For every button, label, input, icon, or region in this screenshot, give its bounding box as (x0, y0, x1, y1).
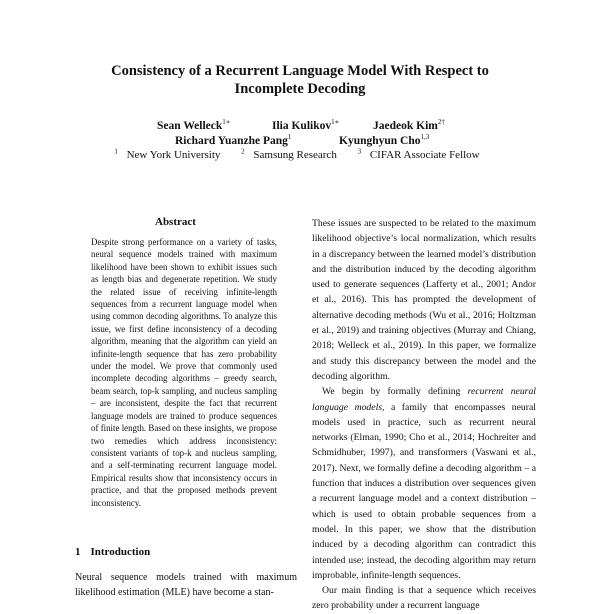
abstract-text: Despite strong performance on a variety of tasks, neural sequence models trained with maximum likelihood have been shown to exhibit issues such as length bias and degenerate repetition. We study the related issue of receiving infinite-length sequences from a recurrent language model when using common decoding algorithms. To analyze this issue, we first define inconsistency of a decoding algorithm, meaning that the algorithm can yield an infinite-length sequence that has zero probability under the model. We prove that commonly used incomplete decoding algorithms – greedy search, beam search, top-k sampling, and nucleus sampling – are inconsistent, despite the fact that recurrent language models are trained to produce sequences of finite length. Based on these insights, we propose two remedies which address inconsistency: consistent variants of top-k and nucleus sampling, and a self-terminating recurrent language model. Empirical results show that inconsistency occurs in practice, and that the proposed methods prevent inconsistency. (91, 237, 277, 508)
right-column (312, 216, 536, 614)
affiliation: $^3$ CIFAR Associate Fellow (357, 147, 480, 161)
affiliations (0, 149, 600, 161)
section-number: 1 (75, 546, 81, 558)
author: Jaedeok Kim$^{2\dagger}$ (373, 118, 445, 132)
author: Kyunghyun Cho$^{1,3}$ (339, 133, 430, 147)
paragraph: Our main finding is that a sequence which receives zero probability under a recurrent language (312, 585, 536, 612)
section-heading (75, 546, 150, 558)
author: Sean Welleck$^{1∗}$ (157, 118, 231, 132)
emphasis: recurrent neural language models (312, 386, 536, 413)
intro-text: Neural sequence models trained with maximum likelihood estimation (MLE) have become a stan- (75, 572, 297, 598)
author: Richard Yuanzhe Pang$^1$ (175, 133, 292, 147)
paper-title (60, 62, 540, 98)
abstract-heading: Abstract (155, 216, 196, 228)
affiliation: $^2$ Samsung Research (241, 147, 337, 161)
affiliation: $^1$ New York University (114, 147, 221, 161)
section-title: Introduction (90, 546, 151, 558)
paragraph: These issues are suspected to be related to the maximum likelihood objective’s local normalization, which results in a discrepancy between the learned model’s distribution and the distribution induced by the decoding algorithm used to generate sequences (Lafferty et al., 2001; Andor et al., 2016). This has prompted the development of alternative decoding methods (Wu et al., 2016; Holtzman et al., 2019) and training objectives (Murray and Chiang, 2018; Welleck et al., 2019). In this paper, we formalize and study this discrepancy between the model and the decoding algorithm. (312, 218, 536, 382)
author: Ilia Kulikov$^{1∗}$ (272, 118, 340, 132)
paper-title-line-2: Incomplete Decoding (234, 81, 366, 97)
paragraph: We begin by formally defining recurrent neural language models, a family that encompasses neural models used in practice, such as recurrent neural networks (Elman, 1990; Cho et al., 2014; Hochreiter and Schmidhuber, 1997), and transformers (Vaswani et al., 2017). Next, we formally define a decoding algorithm – a function that induces a distribution over sequences given a recurrent language model and a context distribution – which is used to obtain probable sequences from a model. In this paper, we show that the distribution induced by a decoding algorithm can contradict this intended use; instead, the decoding algorithm may return improbable, infinite-length sequences. (312, 386, 536, 581)
paper-title-line-1: Consistency of a Recurrent Language Model With Respect to (111, 63, 489, 79)
